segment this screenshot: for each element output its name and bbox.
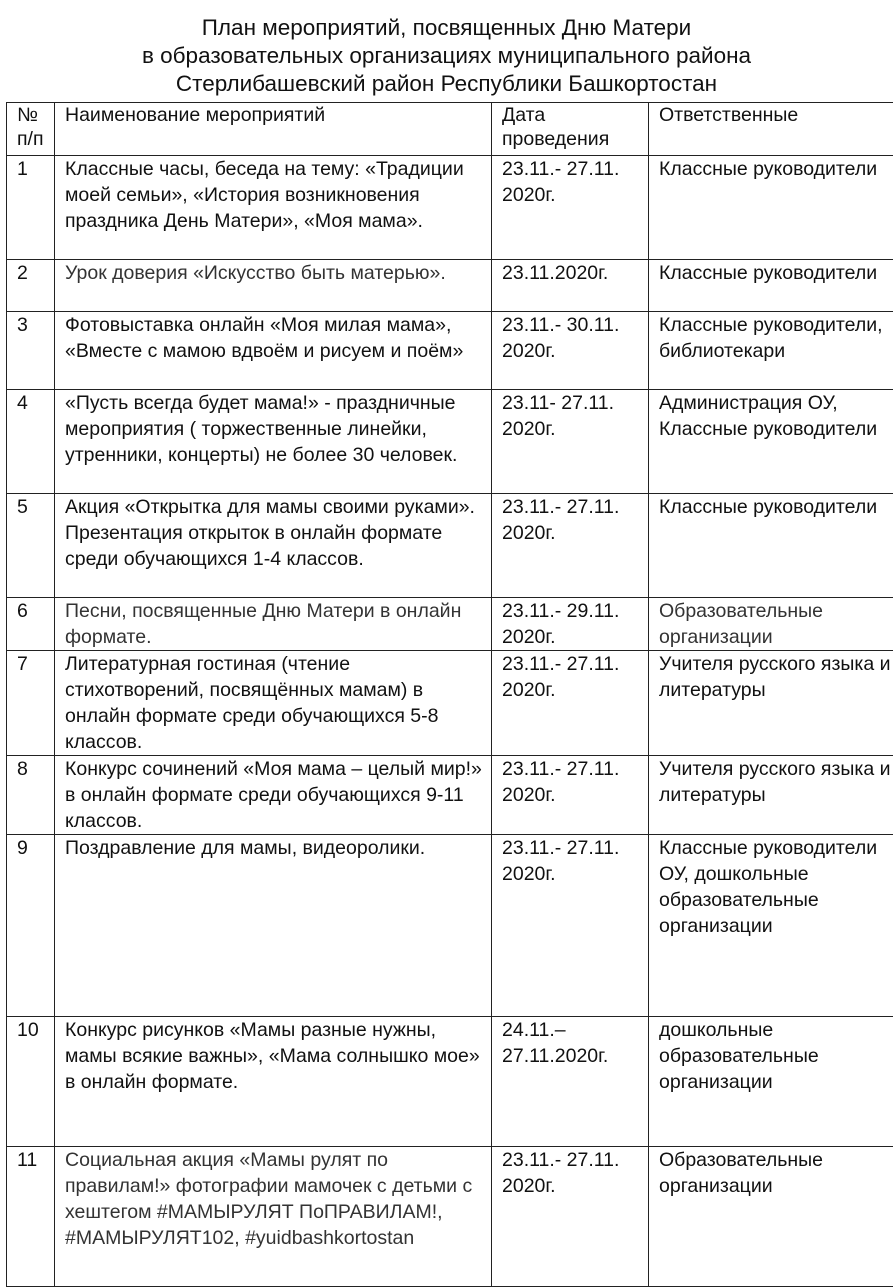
event-responsible: Учителя русского языка и литературы	[649, 651, 893, 756]
row-number: 8	[7, 756, 55, 835]
page-title	[0, 14, 893, 98]
event-responsible: дошкольные образовательные организации	[649, 1017, 893, 1147]
event-date: 23.11.- 27.11. 2020г.	[492, 156, 649, 260]
event-date: 23.11.2020г.	[492, 260, 649, 312]
table-row	[7, 598, 893, 651]
table-row	[7, 1017, 893, 1147]
event-date: 23.11.- 27.11. 2020г.	[492, 1147, 649, 1287]
event-name: Урок доверия «Искусство быть матерью».	[55, 260, 492, 312]
events-table	[6, 102, 893, 1287]
row-number: 9	[7, 835, 55, 1017]
table-row	[7, 312, 893, 390]
table-row	[7, 494, 893, 598]
event-name: Поздравление для мамы, видеоролики.	[55, 835, 492, 1017]
event-date: 24.11.– 27.11.2020г.	[492, 1017, 649, 1147]
event-name: Социальная акция «Мамы рулят по правилам!» фотографии мамочек с детьми с хештегом #МАМЫРУЛЯТ ПоПРАВИЛАМ!, #МАМЫРУЛЯТ102, #yuidbashkortostan	[55, 1147, 492, 1287]
event-date: 23.11.- 27.11. 2020г.	[492, 756, 649, 835]
header-responsible: Ответственные	[649, 103, 893, 156]
header-event-name: Наименование мероприятий	[55, 103, 492, 156]
event-responsible: Классные руководители	[649, 156, 893, 260]
header-date: Дата проведения	[492, 103, 649, 156]
row-number: 6	[7, 598, 55, 651]
row-number: 10	[7, 1017, 55, 1147]
event-name: «Пусть всегда будет мама!» - праздничные мероприятия ( торжественные линейки, утренники, концерты) не более 30 человек.	[55, 390, 492, 494]
title-line-2: в образовательных организациях муниципального района	[0, 42, 893, 70]
table-row	[7, 260, 893, 312]
table-row	[7, 1147, 893, 1287]
event-name: Конкурс сочинений «Моя мама – целый мир!» в онлайн формате среди обучающихся 9-11 классов.	[55, 756, 492, 835]
event-date: 23.11.- 27.11. 2020г.	[492, 835, 649, 1017]
event-name: Классные часы, беседа на тему: «Традиции моей семьи», «История возникновения праздника День Матери», «Моя мама».	[55, 156, 492, 260]
title-line-3: Стерлибашевский район Республики Башкортостан	[0, 70, 893, 98]
event-responsible: Образовательные организации	[649, 598, 893, 651]
row-number: 7	[7, 651, 55, 756]
event-name: Акция «Открытка для мамы своими руками». Презентация открыток в онлайн формате среди обучающихся 1-4 классов.	[55, 494, 492, 598]
event-responsible: Администрация ОУ, Классные руководители	[649, 390, 893, 494]
row-number: 5	[7, 494, 55, 598]
event-name: Песни, посвященные Дню Матери в онлайн формате.	[55, 598, 492, 651]
table-row	[7, 651, 893, 756]
event-responsible: Классные руководители	[649, 260, 893, 312]
table-row	[7, 835, 893, 1017]
row-number: 3	[7, 312, 55, 390]
event-name: Литературная гостиная (чтение стихотворений, посвящённых мамам) в онлайн формате среди обучающихся 5-8 классов.	[55, 651, 492, 756]
header-number: № п/п	[7, 103, 55, 156]
table-row	[7, 390, 893, 494]
event-date: 23.11.- 27.11. 2020г.	[492, 494, 649, 598]
event-responsible: Учителя русского языка и литературы	[649, 756, 893, 835]
event-responsible: Классные руководители	[649, 494, 893, 598]
event-name: Конкурс рисунков «Мамы разные нужны, мамы всякие важны», «Мама солнышко мое» в онлайн формате.	[55, 1017, 492, 1147]
row-number: 2	[7, 260, 55, 312]
event-date: 23.11.- 29.11. 2020г.	[492, 598, 649, 651]
table-header-row	[7, 103, 893, 156]
event-name: Фотовыставка онлайн «Моя милая мама», «Вместе с мамою вдвоём и рисуем и поём»	[55, 312, 492, 390]
table-row	[7, 156, 893, 260]
table-row	[7, 756, 893, 835]
row-number: 1	[7, 156, 55, 260]
title-line-1: План мероприятий, посвященных Дню Матери	[0, 14, 893, 42]
event-responsible: Образовательные организации	[649, 1147, 893, 1287]
event-responsible: Классные руководители ОУ, дошкольные образовательные организации	[649, 835, 893, 1017]
event-responsible: Классные руководители, библиотекари	[649, 312, 893, 390]
row-number: 11	[7, 1147, 55, 1287]
event-date: 23.11- 27.11. 2020г.	[492, 390, 649, 494]
event-date: 23.11.- 30.11. 2020г.	[492, 312, 649, 390]
event-date: 23.11.- 27.11. 2020г.	[492, 651, 649, 756]
row-number: 4	[7, 390, 55, 494]
